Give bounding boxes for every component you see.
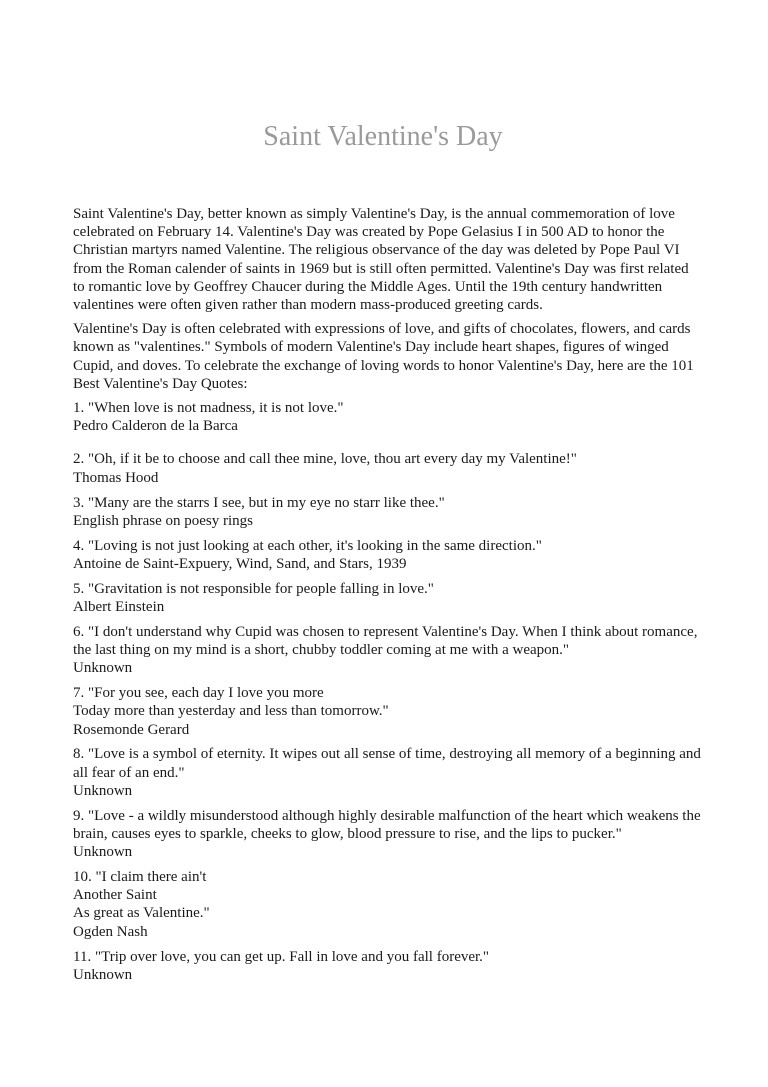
quote-author: Unknown <box>73 660 133 677</box>
document-body <box>73 205 703 991</box>
quote-item <box>73 450 703 486</box>
quote-author: Pedro Calderon de la Barca <box>73 418 238 435</box>
quote-text: 4. "Loving is not just looking at each other, it's looking in the same direction." <box>73 537 542 554</box>
quote-author: Unknown <box>73 844 133 861</box>
quote-item <box>73 580 703 616</box>
quote-author: Thomas Hood <box>73 469 159 486</box>
quote-text: As great as Valentine." <box>73 905 210 922</box>
quote-text: Today more than yesterday and less than tomorrow." <box>73 703 389 720</box>
quote-author: Unknown <box>73 966 133 983</box>
quote-text: Another Saint <box>73 887 157 904</box>
quote-item <box>73 494 703 530</box>
intro-paragraph: Valentine's Day is often celebrated with expressions of love, and gifts of chocolates, flowers, and cards known as "valentines." Symbols of modern Valentine's Day include heart shapes, figures of winged Cupid, and doves. To celebrate the exchange of loving words to honor Valentine's Day, here are the 101 Best Valentine's Day Quotes: <box>73 321 694 392</box>
quote-item <box>73 807 703 862</box>
quote-text: 10. "I claim there ain't <box>73 869 207 885</box>
quote-author: Antoine de Saint-Expuery, Wind, Sand, and Stars, 1939 <box>73 555 407 572</box>
intro-paragraph: Saint Valentine's Day, better known as simply Valentine's Day, is the annual commemoration of love celebrated on February 14. Valentine's Day was created by Pope Gelasius I in 500 AD to honor the Christian martyrs named Valentine. The religious observance of the day was deleted by Pope Paul VI from the Roman calender of saints in 1969 but is still often permitted. Valentine's Day was first related to romantic love by Geoffrey Chaucer during the Middle Ages. Until the 19th century handwritten valentines were often given rather than modern mass-produced greeting cards. <box>73 206 689 314</box>
quote-author: English phrase on poesy rings <box>73 512 253 529</box>
quote-item <box>73 868 703 941</box>
quote-text: 7. "For you see, each day I love you more <box>73 685 324 702</box>
quote-item <box>73 684 703 739</box>
quote-text: 5. "Gravitation is not responsible for people falling in love." <box>73 580 434 597</box>
quote-text: 2. "Oh, if it be to choose and call thee mine, love, thou art every day my Valentine!" <box>73 451 577 468</box>
quote-text: 3. "Many are the starrs I see, but in my eye no starr like thee." <box>73 494 445 511</box>
quote-author: Rosemonde Gerard <box>73 721 190 738</box>
quote-item <box>73 537 703 573</box>
quote-text: 6. "I don't understand why Cupid was chosen to represent Valentine's Day. When I think about romance, the last thing on my mind is a short, chubby toddler coming at me with a weapon." <box>73 623 698 659</box>
quote-author: Albert Einstein <box>73 598 165 615</box>
quote-text: 1. "When love is not madness, it is not love." <box>73 400 344 417</box>
quote-text: 8. "Love is a symbol of eternity. It wipes out all sense of time, destroying all memory of a beginning and all fear of an end." <box>73 746 701 781</box>
quote-text: 11. "Trip over love, you can get up. Fall in love and you fall forever." <box>73 948 490 965</box>
page-title: Saint Valentine's Day <box>263 121 503 152</box>
quote-author: Unknown <box>73 782 133 799</box>
quote-item <box>73 948 703 984</box>
quote-item <box>73 623 703 678</box>
quote-item <box>73 745 703 800</box>
quote-author: Ogden Nash <box>73 923 148 940</box>
quote-text: 9. "Love - a wildly misunderstood although highly desirable malfunction of the heart which weakens the brain, causes eyes to sparkle, cheeks to glow, blood pressure to rise, and the lips to pucker." <box>73 807 701 842</box>
quote-item <box>73 399 703 435</box>
